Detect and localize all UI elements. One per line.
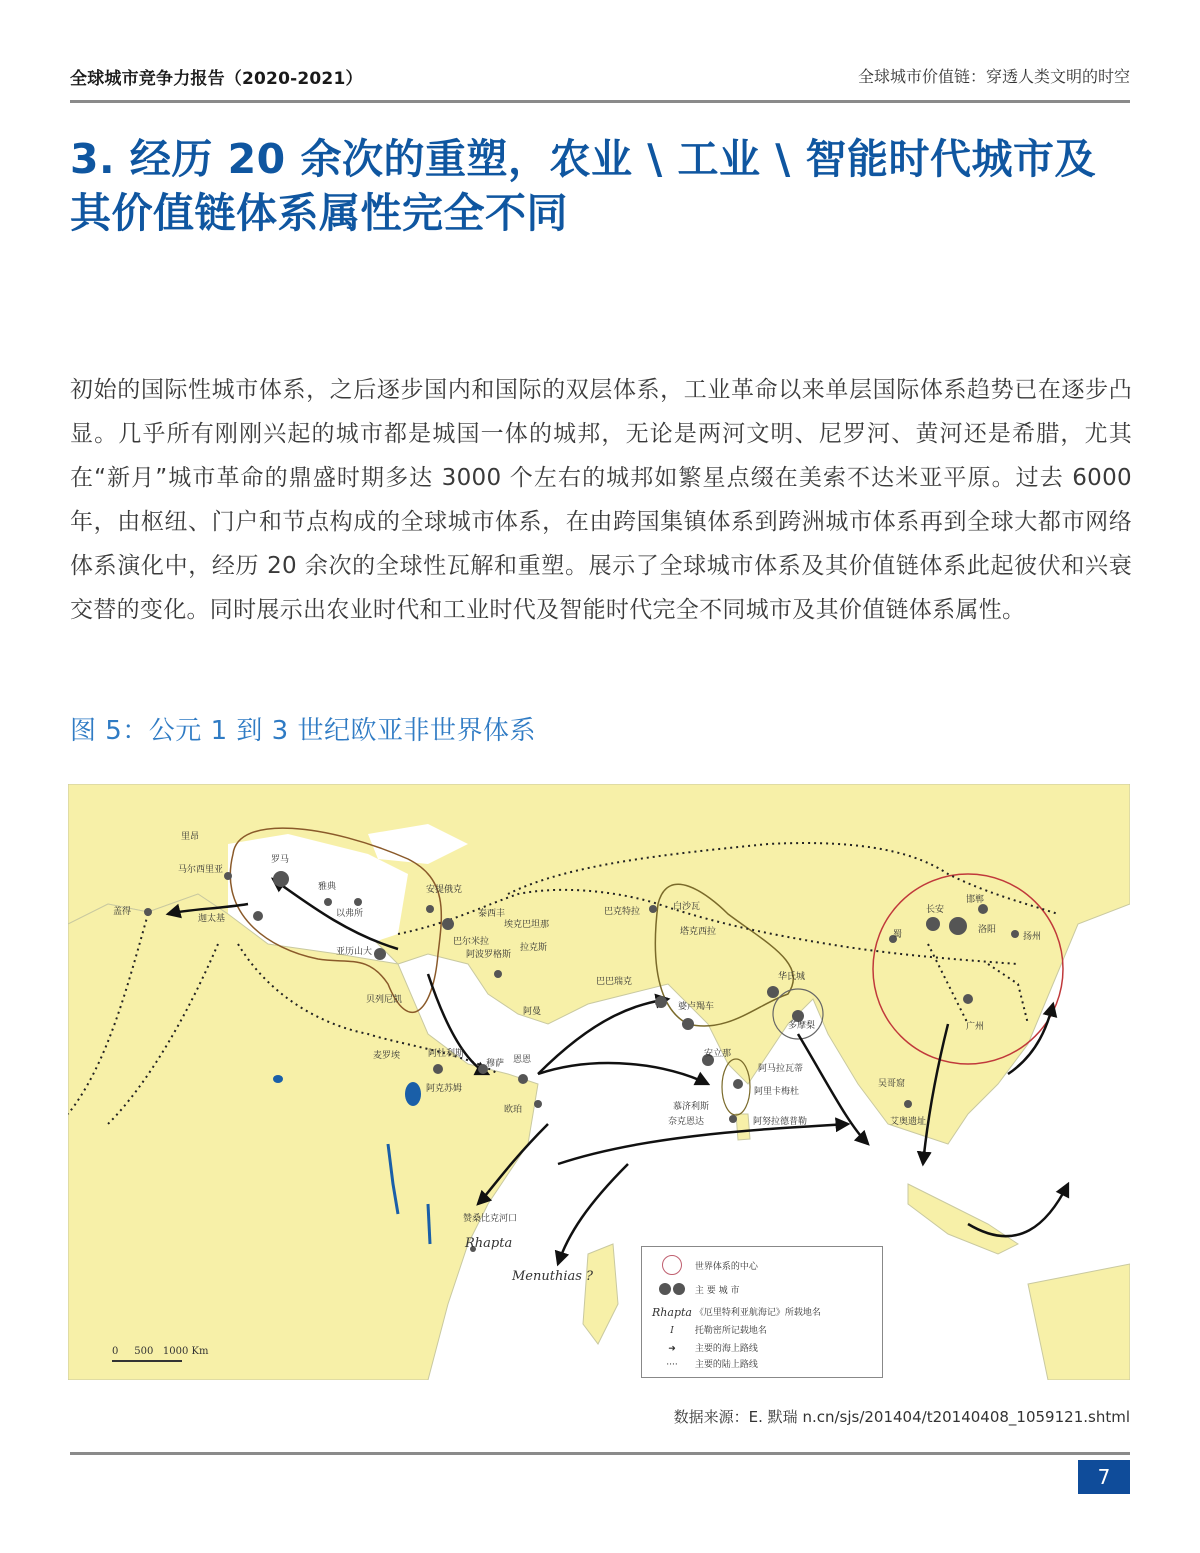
chapter-title: 全球城市价值链：穿透人类文明的时空 — [857, 67, 1130, 86]
svg-text:赞桑比克河口: 赞桑比克河口 — [463, 1214, 518, 1224]
legend-label: 世界体系的中心 — [694, 1262, 758, 1272]
scale-tick-500: 500 — [134, 1346, 154, 1357]
svg-text:阿波罗格斯: 阿波罗格斯 — [466, 950, 512, 960]
sri-lanka — [736, 1114, 750, 1140]
legend-label: 托勒密所记载地名 — [694, 1326, 767, 1336]
svg-text:泰西丰: 泰西丰 — [478, 909, 506, 919]
svg-text:白沙瓦: 白沙瓦 — [673, 902, 701, 912]
svg-text:阿里卡梅杜: 阿里卡梅杜 — [754, 1087, 800, 1097]
rhapta-symbol: Rhapta — [652, 1306, 692, 1319]
svg-text:里昂: 里昂 — [181, 832, 200, 842]
legend-item-land-route — [652, 1357, 758, 1370]
svg-text:贝列尼凯: 贝列尼凯 — [366, 995, 403, 1005]
svg-text:以弗所: 以弗所 — [336, 909, 364, 919]
svg-text:巴尔米拉: 巴尔米拉 — [453, 937, 490, 947]
svg-text:Menuthias ?: Menuthias ? — [512, 1269, 594, 1284]
svg-text:麦罗埃: 麦罗埃 — [373, 1051, 401, 1061]
section-heading-line1: 3. 经历 20 余次的重塑，农业 \ 工业 \ 智能时代城市及 — [70, 135, 1097, 183]
svg-text:长安: 长安 — [926, 905, 945, 915]
svg-text:扬州: 扬州 — [1023, 932, 1042, 942]
arrow-icon: ➜ — [668, 1343, 676, 1354]
city-dots-icon — [652, 1283, 692, 1298]
section-heading — [70, 132, 1140, 240]
map-scale-bar — [112, 1346, 209, 1362]
legend-label: 《厄里特利亚航海记》所载地名 — [694, 1308, 821, 1318]
svg-text:罗马: 罗马 — [271, 855, 290, 865]
svg-text:蜀: 蜀 — [893, 930, 903, 940]
svg-text:塔克西拉: 塔克西拉 — [680, 927, 717, 937]
svg-text:婆卢羯车: 婆卢羯车 — [678, 1002, 715, 1012]
legend-item-city — [652, 1283, 739, 1298]
svg-text:艾奥遗址: 艾奥遗址 — [890, 1117, 927, 1127]
svg-text:阿马拉瓦蒂: 阿马拉瓦蒂 — [758, 1064, 804, 1074]
legend-item-periplus — [652, 1305, 821, 1319]
svg-text:多摩梨: 多摩梨 — [788, 1021, 816, 1031]
svg-text:迦太基: 迦太基 — [198, 914, 226, 924]
svg-text:拉克斯: 拉克斯 — [520, 943, 548, 953]
scale-tick-1000: 1000 Km — [162, 1346, 209, 1357]
svg-text:欧珀: 欧珀 — [504, 1105, 523, 1115]
svg-text:盖得: 盖得 — [113, 907, 132, 917]
svg-text:穆萨: 穆萨 — [486, 1059, 505, 1069]
footer-divider — [70, 1452, 1130, 1455]
scale-line — [112, 1360, 182, 1362]
lake-victoria — [405, 1082, 421, 1106]
legend-label: 主要的海上路线 — [694, 1344, 758, 1354]
report-title: 全球城市竞争力报告（2020-2021） — [70, 69, 363, 89]
svg-text:洛阳: 洛阳 — [978, 925, 997, 935]
lake-chad — [273, 1075, 283, 1083]
svg-text:巴巴瑞克: 巴巴瑞克 — [596, 977, 633, 987]
legend-label: 主要的陆上路线 — [694, 1360, 758, 1370]
dotted-line-icon: ···· — [666, 1359, 678, 1370]
svg-text:巴克特拉: 巴克特拉 — [604, 907, 641, 917]
svg-text:奈克恩达: 奈克恩达 — [668, 1117, 705, 1127]
svg-text:马尔西里亚: 马尔西里亚 — [178, 865, 224, 875]
svg-text:亚历山大: 亚历山大 — [336, 947, 373, 957]
svg-text:Rhapta: Rhapta — [465, 1236, 513, 1251]
legend-label: 主 要 城 市 — [694, 1286, 740, 1296]
page-number: 7 — [1078, 1460, 1130, 1494]
map-graphic — [68, 784, 1130, 1380]
scale-tick-0: 0 — [112, 1346, 119, 1357]
circle-outline-icon — [652, 1255, 692, 1278]
section-heading-line2: 其价值链体系属性完全不同 — [70, 189, 568, 237]
ptolemy-symbol: I — [670, 1325, 674, 1336]
data-source: 数据来源：E. 默瑞 n.cn/sjs/201404/t20140408_1059121.shtml — [673, 1408, 1130, 1426]
svg-text:雅典: 雅典 — [318, 882, 337, 892]
figure-caption: 图 5：公元 1 到 3 世纪欧亚非世界体系 — [70, 716, 536, 746]
svg-text:广州: 广州 — [966, 1022, 985, 1032]
legend-item-sea-route — [652, 1341, 758, 1354]
svg-text:华氏城: 华氏城 — [778, 972, 806, 982]
svg-text:阿曼: 阿曼 — [523, 1007, 542, 1017]
svg-text:埃克巴坦那: 埃克巴坦那 — [504, 920, 550, 930]
svg-text:安提俄克: 安提俄克 — [426, 885, 463, 895]
legend-item-center — [652, 1255, 758, 1278]
svg-text:邯郸: 邯郸 — [966, 895, 985, 905]
svg-text:吴哥窟: 吴哥窟 — [878, 1079, 906, 1089]
svg-text:慕济利斯: 慕济利斯 — [673, 1102, 710, 1112]
historical-world-system-map — [68, 784, 1130, 1380]
svg-text:阿杜利斯: 阿杜利斯 — [428, 1049, 465, 1059]
map-legend — [641, 1246, 883, 1378]
svg-text:阿努拉德普勒: 阿努拉德普勒 — [753, 1117, 808, 1127]
body-paragraph: 初始的国际性城市体系，之后逐步国内和国际的双层体系，工业革命以来单层国际体系趋势已在逐步凸显。几乎所有刚刚兴起的城市都是城国一体的城邦，无论是两河文明、尼罗河、黄河还是希腊，尤其在“新月”城市革命的鼎盛时期多达 3000 个左右的城邦如繁星点缀在美索不达米亚平原。过去 6000 年，由枢纽、门户和节点构成的全球城市体系，在由跨国集镇体系到跨洲城市体系再到全球大都市网络体系演化中，经历 20 余次的全球性瓦解和重塑。展示了全球城市体系及其价值链体系此起彼伏和兴衰交替的变化。同时展示出农业时代和工业时代及智能时代完全不同城市及其价值链体系属性。 — [70, 377, 1132, 623]
svg-text:阿克苏姆: 阿克苏姆 — [426, 1084, 463, 1094]
legend-item-ptolemy — [652, 1323, 767, 1336]
header-divider — [70, 100, 1130, 103]
svg-text:安立那: 安立那 — [704, 1049, 732, 1059]
svg-text:恩恩: 恩恩 — [513, 1055, 532, 1065]
